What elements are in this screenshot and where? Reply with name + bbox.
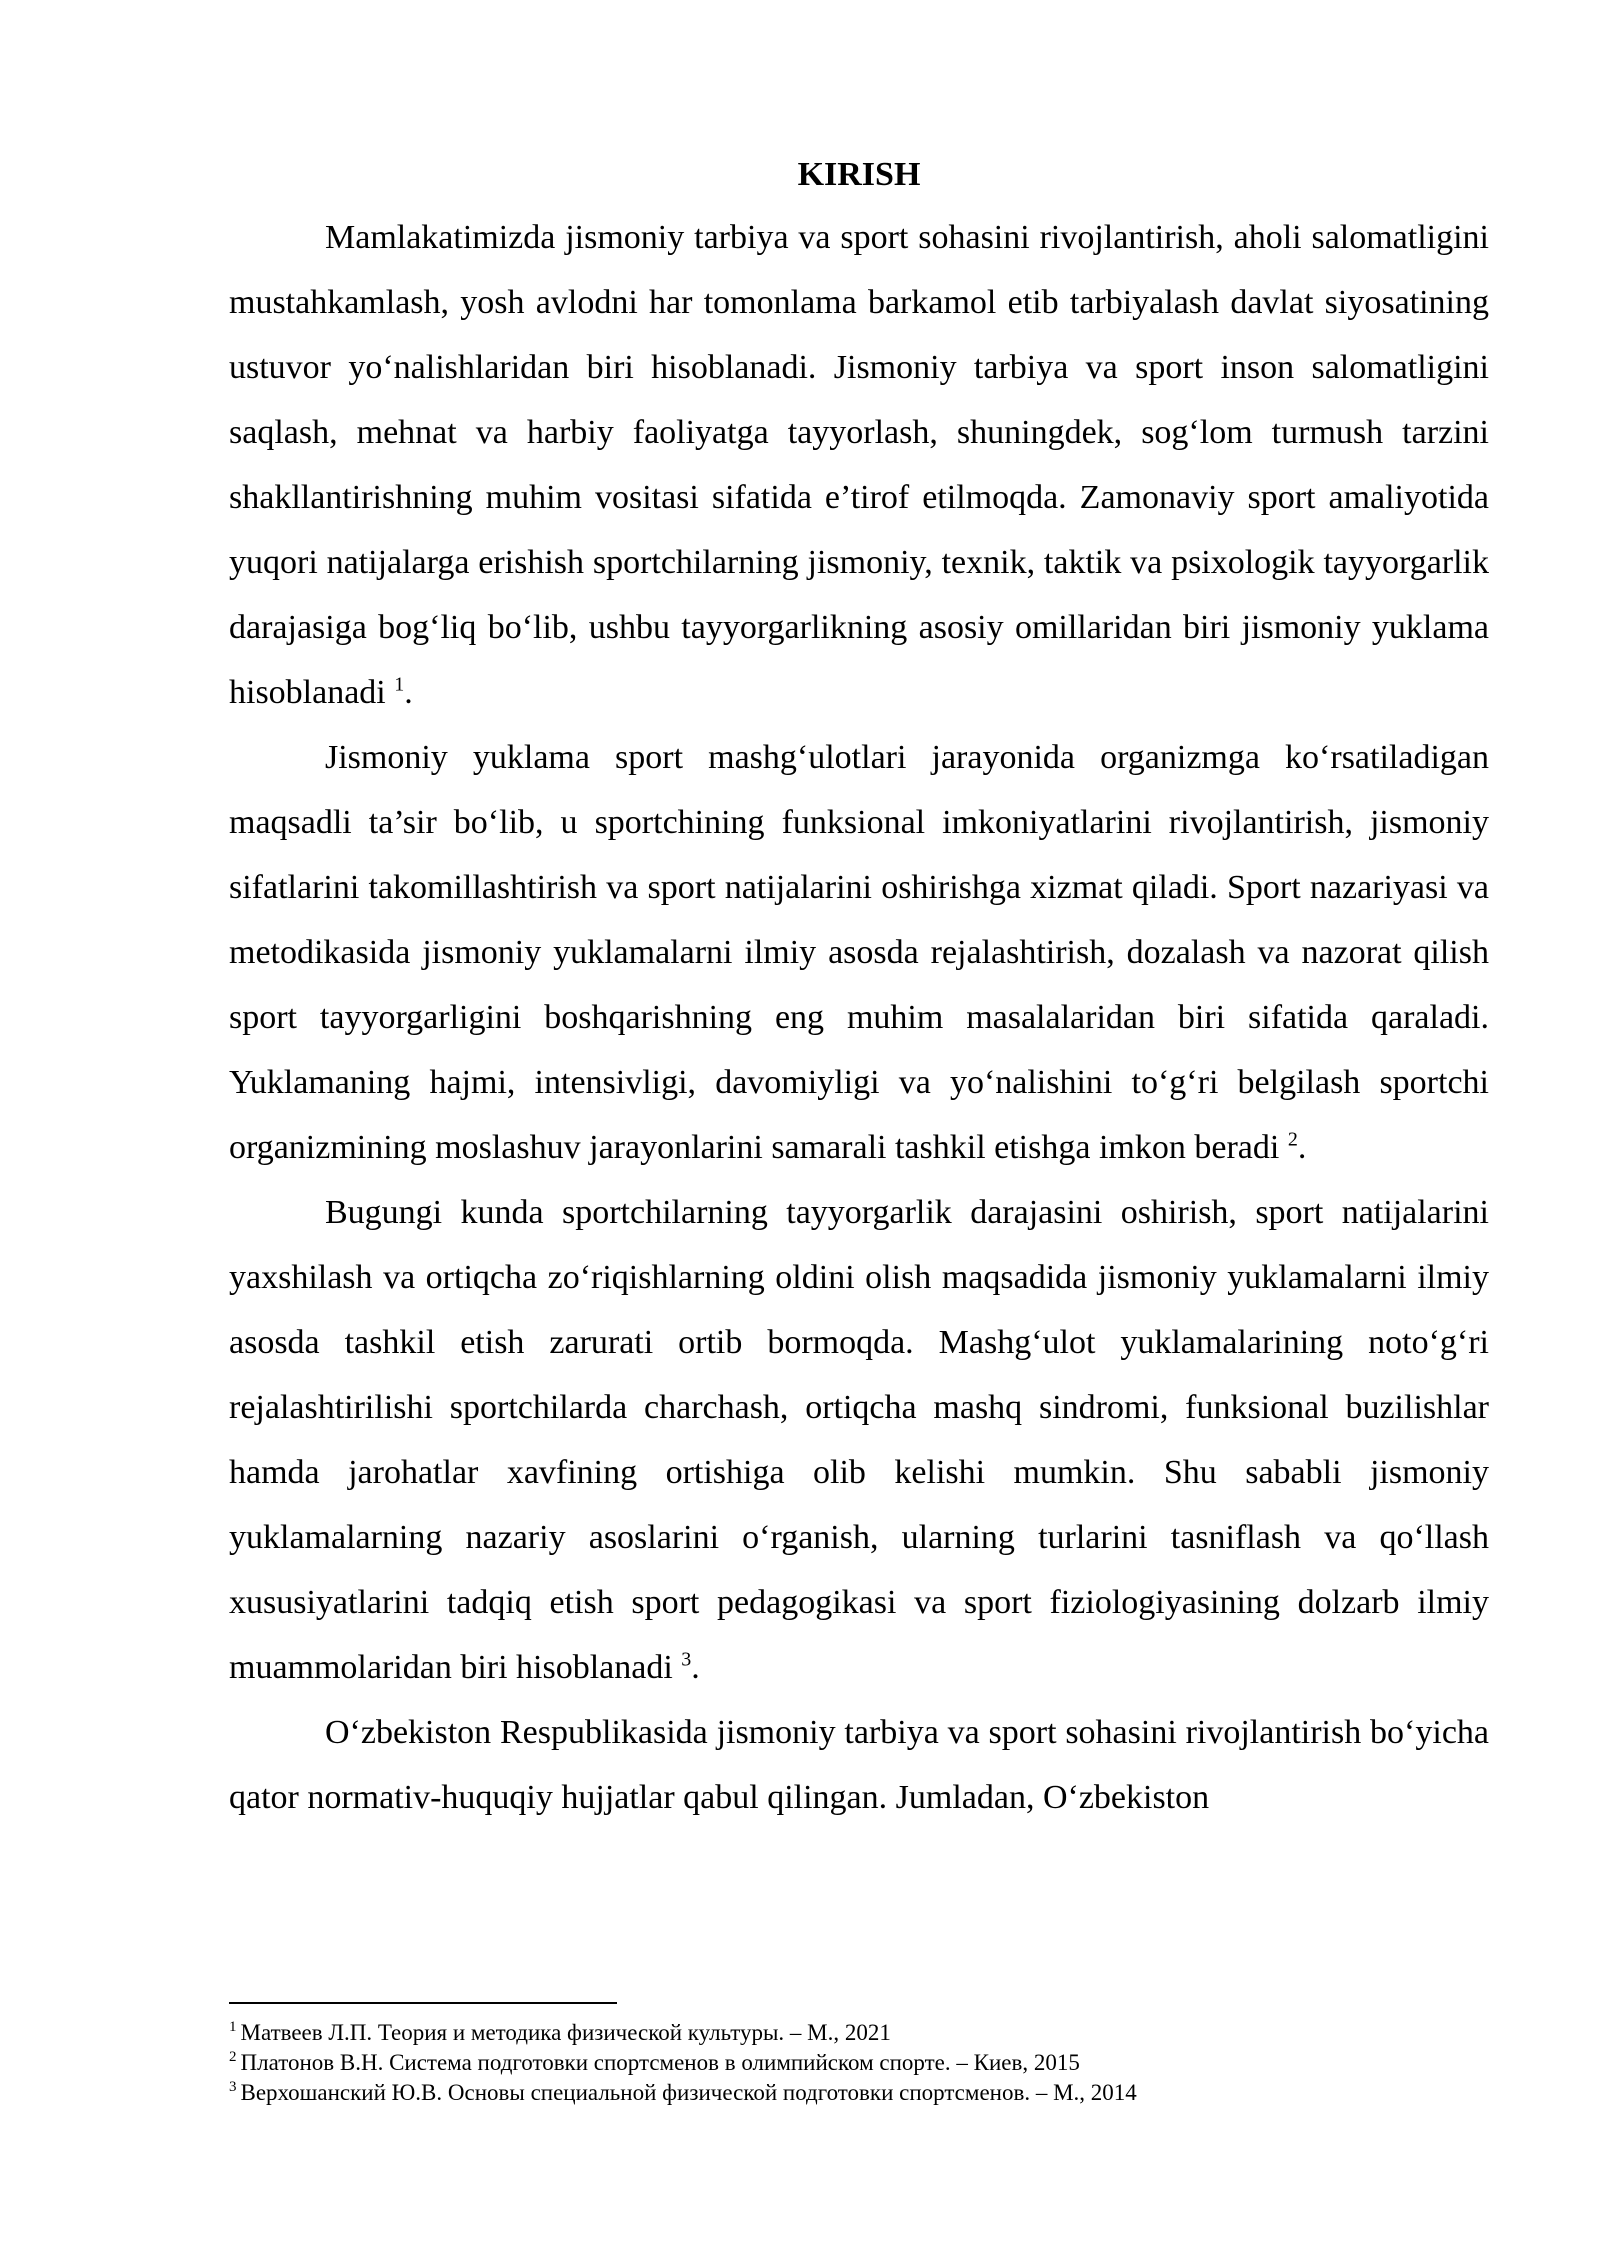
footnote-reference-3: 3 [681,1648,692,1671]
paragraph-text: Mamlakatimizda jismoniy tarbiya va sport sohasini rivojlantirish, aholi salomatligini mustahkamlash, yosh avlodni har tomonlama barkamol etib tarbiyalash davlat siyosatining ustuvor yo‘nalishlaridan biri hisoblanadi. Jismoniy tarbiya va sport inson salomatligini saqlash, mehnat va harbiy faoliyatga tayyorlash, shuningdek, sog‘lom turmush tarzini shakllantirishning muhim vositasi sifatida e’tirof etilmoqda. Zamonaviy sport amaliyotida yuqori natijalarga erishish sportchilarning jismoniy, texnik, taktik va psixologik tayyorgarlik darajasiga bog‘liq bo‘lib, ushbu tayyorgarlikning asosiy omillaridan biri jismoniy yuklama hisoblanadi [229,219,1489,711]
paragraph-tail: . [1297,1129,1307,1166]
footnote-reference-1: 1 [394,673,405,696]
footnote-number: 2 [229,2049,237,2066]
footnote-divider [229,2002,617,2004]
section-heading: KIRISH [797,156,921,193]
paragraph-tail: . [404,674,413,711]
paragraph-tail: . [691,1649,700,1686]
paragraph-4 [229,1700,1489,1830]
paragraph-1 [229,205,1489,725]
paragraph-text: O‘zbekiston Respublikasida jismoniy tarbiya va sport sohasini rivojlantirish bo‘yicha qator normativ-huquqiy hujjatlar qabul qilingan. Jumladan, O‘zbekiston [229,1714,1489,1816]
paragraph-2 [229,725,1489,1180]
footnote-reference-2: 2 [1287,1128,1298,1151]
paragraph-3 [229,1180,1489,1700]
footnote-number: 3 [229,2079,237,2096]
footnote-text: Верхошанский Ю.В. Основы специальной физической подготовки спортсменов. – М., 2014 [240,2080,1137,2105]
footnote-3 [229,2078,1489,2108]
footnote-text: Матвеев Л.П. Теория и методика физической культуры. – М., 2021 [240,2020,891,2045]
footnotes [229,2018,1489,2108]
footnote-2 [229,2048,1489,2078]
footnote-text: Платонов В.Н. Система подготовки спортсменов в олимпийском спорте. – Киев, 2015 [240,2050,1080,2075]
paragraph-text: Bugungi kunda sportchilarning tayyorgarlik darajasini oshirish, sport natijalarini yaxshilash va ortiqcha zo‘riqishlarning oldini olish maqsadida jismoniy yuklamalarni ilmiy asosda tashkil etish zarurati ortib bormoqda. Mashg‘ulot yuklamalarining noto‘g‘ri rejalashtirilishi sportchilarda charchash, ortiqcha mashq sindromi, funksional buzilishlar hamda jarohatlar xavfining ortishiga olib kelishi mumkin. Shu sababli jismoniy yuklamalarning nazariy asoslarini o‘rganish, ularning turlarini tasniflash va qo‘llash xususiyatlarini tadqiq etish sport pedagogikasi va sport fiziologiyasining dolzarb ilmiy muammolaridan biri hisoblanadi [229,1194,1489,1686]
footnote-1 [229,2018,1489,2048]
footnote-number: 1 [229,2019,237,2036]
paragraph-text: Jismoniy yuklama sport mashg‘ulotlari jarayonida organizmga ko‘rsatiladigan maqsadli ta’sir bo‘lib, u sportchining funksional imkoniyatlarini rivojlantirish, jismoniy sifatlarini takomillashtirish va sport natijalarini oshirishga xizmat qiladi. Sport nazariyasi va metodikasida jismoniy yuklamalarni ilmiy asosda rejalashtirish, dozalash va nazorat qilish sport tayyorgarligini boshqarishning eng muhim masalalaridan biri sifatida qaraladi. Yuklamaning hajmi, intensivligi, davomiyligi va yo‘nalishini to‘g‘ri belgilash sportchi organizmining moslashuv jarayonlarini samarali tashkil etishga imkon beradi [229,739,1489,1166]
document-body [229,148,1489,1830]
